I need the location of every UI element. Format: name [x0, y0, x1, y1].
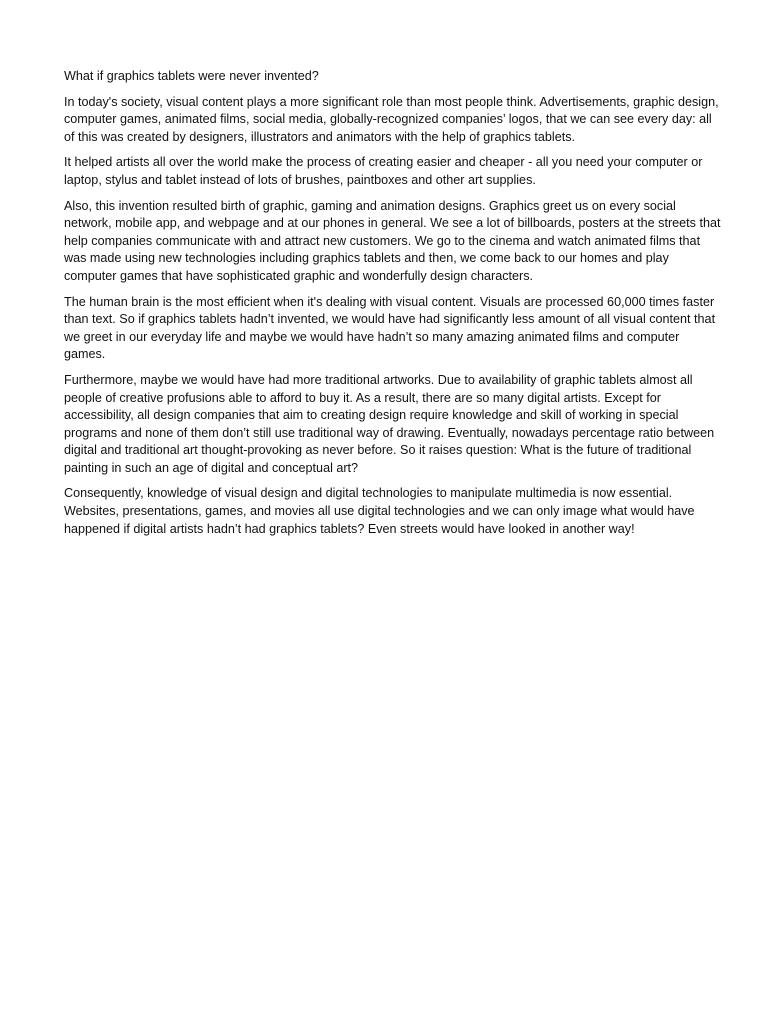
paragraph-3: Also, this invention resulted birth of graphic, gaming and animation designs. Graphics greet us on every social network, mobile app, and webpage and at our phones in general. We see a lot of billboards, posters at the streets that help companies communicate with and attract new customers. We go to the cinema and watch animated films that was made using new technologies including graphics tablets and then, we come back to our homes and play computer games that have sophisticated graphic and wonderfully design characters. [64, 198, 721, 283]
paragraph-1: In today's society, visual content plays a more significant role than most people think. Advertisements, graphic design, computer games, animated films, social media, globally-recognized companies’ logos, that we can see every day: all of this was created by designers, illustrators and animators with the help of graphics tablets. [64, 94, 719, 144]
paragraph-5: Furthermore, maybe we would have had more traditional artworks. Due to availability of graphic tablets almost all people of creative profusions able to afford to buy it. As a result, there are so many digital artists. Except for accessibility, all design companies that aim to creating design require knowledge and skill of working in special programs and none of them don’t still use traditional way of drawing. Eventually, nowadays percentage ratio between digital and traditional art thought-provoking as never before. So it raises question: What is the future of traditional painting in such an age of digital and conceptual art? [64, 372, 715, 475]
paragraph-4: The human brain is the most efficient when it's dealing with visual content. Visuals are processed 60,000 times faster than text. So if graphics tablets hadn’t invented, we would have had significantly less amount of all visual content that we greet in our everyday life and maybe we would have hadn’t so many amazing animated films and computer games. [64, 294, 716, 362]
paragraph-6: Consequently, knowledge of visual design and digital technologies to manipulate multimedia is now essential. Websites, presentations, games, and movies all use digital technologies and we can only image what would have happened if digital artists hadn’t had graphics tablets? Even streets would have looked in another way! [64, 486, 695, 536]
paragraph-2: It helped artists all over the world make the process of creating easier and cheaper - all you need your computer or laptop, stylus and tablet instead of lots of brushes, paintboxes and other art supplies. [64, 155, 703, 187]
document-title: What if graphics tablets were never invented? [64, 69, 319, 83]
document-body [64, 68, 724, 546]
